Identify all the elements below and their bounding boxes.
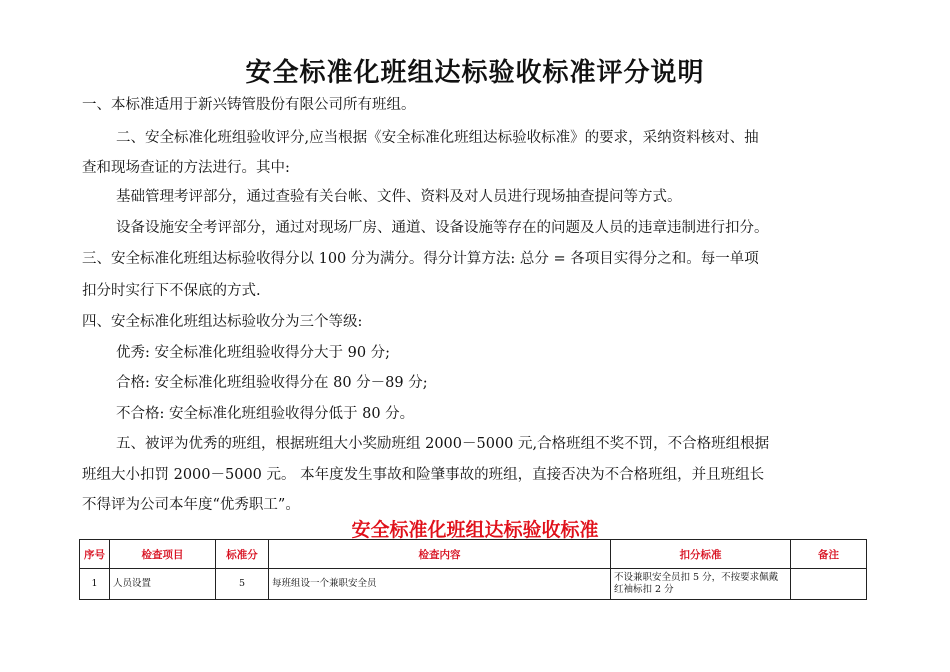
paragraph-method-line1: 二、安全标准化班组验收评分,应当根据《安全标准化班组达标验收标准》的要求，采纳资料核对、抽 <box>116 130 759 146</box>
cell-deduction: 不设兼职安全员扣 5 分，不按要求佩戴红袖标扣 2 分 <box>611 569 791 600</box>
header-item: 检查项目 <box>110 540 216 569</box>
header-remark: 备注 <box>791 540 867 569</box>
acceptance-standard-table <box>79 539 867 600</box>
grade-excellent: 优秀: 安全标准化班组验收得分大于 90 分; <box>116 345 391 361</box>
paragraph-basic-management: 基础管理考评部分，通过查验有关台帐、文件、资料及对人员进行现场抽查提问等方式。 <box>116 189 682 205</box>
document-title: 安全标准化班组达标验收标准评分说明 <box>245 58 705 88</box>
header-deduction: 扣分标准 <box>611 540 791 569</box>
paragraph-rewards-line2: 班组大小扣罚 2000－5000 元。 本年度发生事故和险肇事故的班组，直接否决为不合格班组，并且班组长 <box>82 467 765 483</box>
grade-pass: 合格: 安全标准化班组验收得分在 80 分－89 分; <box>116 375 428 391</box>
paragraph-method-line2: 查和现场查证的方法进行。其中: <box>82 160 290 176</box>
table-header-row <box>80 540 867 569</box>
table-row <box>80 569 867 600</box>
header-content: 检查内容 <box>269 540 611 569</box>
table-title: 安全标准化班组达标验收标准 <box>351 519 599 541</box>
cell-score: 5 <box>216 569 269 600</box>
paragraph-scope: 一、本标准适用于新兴铸管股份有限公司所有班组。 <box>82 97 416 113</box>
cell-content: 每班组设一个兼职安全员 <box>269 569 611 600</box>
paragraph-equipment-safety: 设备设施安全考评部分，通过对现场厂房、通道、设备设施等存在的问题及人员的违章违制进行扣分。 <box>116 220 769 236</box>
paragraph-scoring-line2: 扣分时实行下不保底的方式. <box>82 283 261 299</box>
paragraph-scoring-line1: 三、安全标准化班组达标验收得分以 100 分为满分。得分计算方法: 总分 = 各项目实得分之和。每一单项 <box>82 251 759 267</box>
header-no: 序号 <box>80 540 110 569</box>
paragraph-grades-intro: 四、安全标准化班组达标验收分为三个等级: <box>82 314 363 330</box>
paragraph-rewards-line3: 不得评为公司本年度“优秀职工”。 <box>82 497 300 513</box>
cell-item: 人员设置 <box>110 569 216 600</box>
header-score: 标准分 <box>216 540 269 569</box>
paragraph-rewards-line1: 五、被评为优秀的班组，根据班组大小奖励班组 2000－5000 元,合格班组不奖不罚，不合格班组根据 <box>116 436 770 452</box>
cell-remark <box>791 569 867 600</box>
cell-no: 1 <box>80 569 110 600</box>
grade-fail: 不合格: 安全标准化班组验收得分低于 80 分。 <box>116 406 415 422</box>
